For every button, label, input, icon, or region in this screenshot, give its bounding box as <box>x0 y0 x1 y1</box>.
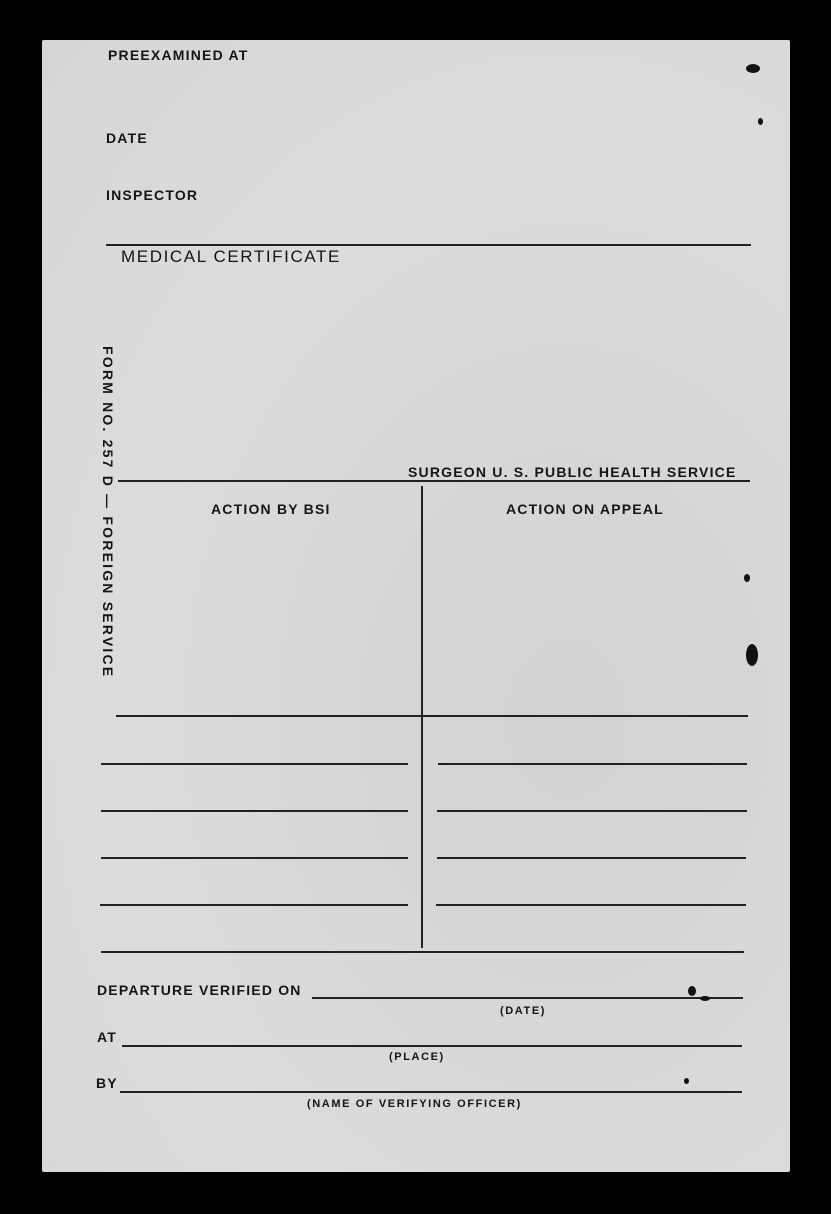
date-caption: (DATE) <box>500 1005 547 1017</box>
scan-speck <box>700 996 710 1001</box>
departure-date-line <box>312 997 743 999</box>
inspector-label: INSPECTOR <box>106 187 199 203</box>
appeal-line <box>437 810 747 812</box>
appeal-line <box>438 763 747 765</box>
departure-verified-label: DEPARTURE VERIFIED ON <box>97 982 302 998</box>
preexamined-at-label: PREEXAMINED AT <box>108 47 249 63</box>
scan-speck <box>684 1078 689 1084</box>
bsi-line <box>100 904 408 906</box>
scan-speck <box>758 118 763 125</box>
scan-speck <box>746 644 758 666</box>
medical-certificate-card <box>42 40 790 1172</box>
surgeon-label: SURGEON U. S. PUBLIC HEALTH SERVICE <box>408 464 737 480</box>
action-section-line <box>116 715 748 717</box>
column-divider <box>421 486 423 948</box>
form-number-side-label: FORM NO. 257 D — FOREIGN SERVICE <box>100 346 116 679</box>
scan-speck <box>746 64 760 73</box>
officer-caption: (NAME OF VERIFYING OFFICER) <box>307 1098 522 1110</box>
at-label: AT <box>97 1029 118 1045</box>
surgeon-signature-line <box>118 480 750 482</box>
action-by-bsi-heading: ACTION BY BSI <box>211 501 331 517</box>
scan-speck <box>688 986 696 996</box>
action-on-appeal-heading: ACTION ON APPEAL <box>506 501 664 517</box>
officer-line <box>120 1091 742 1093</box>
place-caption: (PLACE) <box>389 1051 445 1063</box>
appeal-line <box>436 904 746 906</box>
bsi-line <box>101 857 408 859</box>
header-divider-line <box>106 244 751 246</box>
action-bottom-line <box>101 951 744 953</box>
date-label: DATE <box>106 130 148 146</box>
appeal-line <box>437 857 746 859</box>
bsi-line <box>101 810 408 812</box>
bsi-line <box>101 763 408 765</box>
scan-speck <box>744 574 750 582</box>
place-line <box>122 1045 742 1047</box>
by-label: BY <box>96 1075 118 1091</box>
medical-certificate-title: MEDICAL CERTIFICATE <box>121 247 341 266</box>
